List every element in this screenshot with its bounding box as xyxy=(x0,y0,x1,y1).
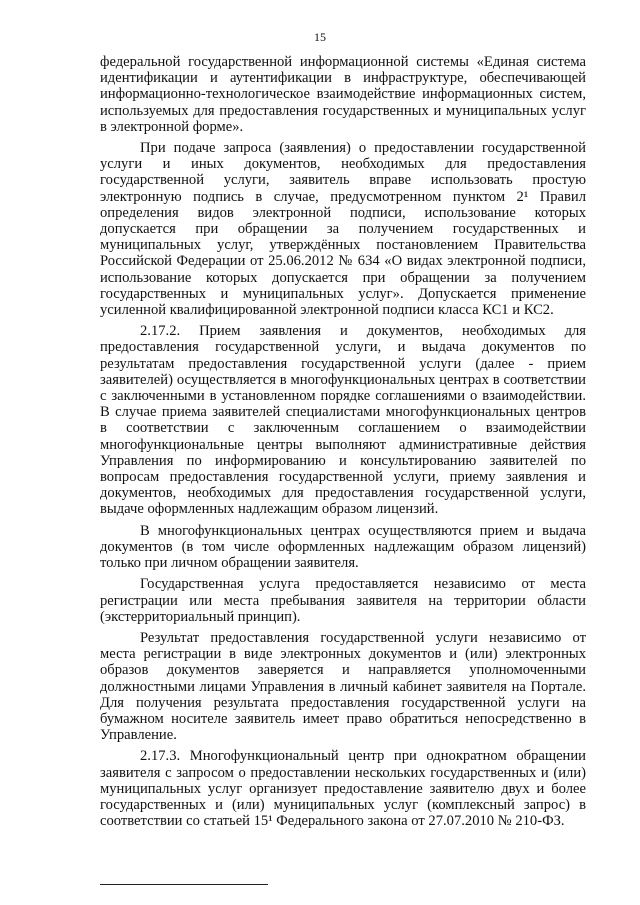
page-number: 15 xyxy=(314,30,326,44)
paragraph: федеральной государственной информационной системы «Единая система идентификации и аутентификации в инфраструктуре, обеспечивающей информационно-технологическое взаимодействие информационных систем, используемых для предоставления государственных и муниципальных услуг в электронной форме». xyxy=(100,54,586,135)
paragraph: Государственная услуга предоставляется независимо от места регистрации или места пребывания заявителя на территории области (экстерриториальный принцип). xyxy=(100,576,586,625)
paragraph: Результат предоставления государственной услуги независимо от места регистрации в виде электронных документов и (или) электронных образов документов заверяется и направляется уполномоченными должностными лицами Управления в личный кабинет заявителя на Портале. Для получения результата предоставления государственной услуги на бумажном носителе заявитель имеет право обратиться непосредственно в Управление. xyxy=(100,629,586,744)
document-body xyxy=(100,54,586,834)
paragraph: При подаче запроса (заявления) о предоставлении государственной услуги и иных документов, необходимых для предоставления государственной услуги, заявитель вправе использовать простую электронную подпись в случае, предусмотренном пунктом 2¹ Правил определения видов электронной подписи, использование которых допускается при обращении за получением государственных и муниципальных услуг, утверждённых постановлением Правительства Российской Федерации от 25.06.2012 № 634 «О видах электронной подписи, использование которых допускается при обращении за получением государственных и муниципальных услуг». Допускается применение усиленной квалифицированной электронной подписи класса КС1 и КС2. xyxy=(100,140,586,319)
paragraph: 2.17.2. Прием заявления и документов, необходимых для предоставления государственной услуги, и выдача документов по результатам предоставления государственной услуги (далее - прием заявителей) осуществляется в многофункциональных центрах в соответствии с заключенными в установленном порядке соглашениями о взаимодействии. В случае приема заявителей специалистами многофункциональных центров в соответствии с заключенным соглашением о взаимодействии многофункциональные центры выполняют административные действия Управления по информированию и консультированию заявителей по вопросам предоставления государственной услуги, приему заявления и документов, необходимых для предоставления государственной услуги, выдаче оформленных надлежащим образом лицензий. xyxy=(100,323,586,518)
paragraph: 2.17.3. Многофункциональный центр при однократном обращении заявителя с запросом о предоставлении нескольких государственных и (или) муниципальных услуг организует предоставление заявителю двух и более государственных и (или) муниципальных услуг (комплексный запрос) в соответствии со статьей 15¹ Федерального закона от 27.07.2010 № 210-ФЗ. xyxy=(100,748,586,830)
footnote-separator xyxy=(100,884,268,885)
paragraph: В многофункциональных центрах осуществляются прием и выдача документов (в том числе оформленных надлежащим образом лицензий) только при личном обращении заявителя. xyxy=(100,522,586,572)
